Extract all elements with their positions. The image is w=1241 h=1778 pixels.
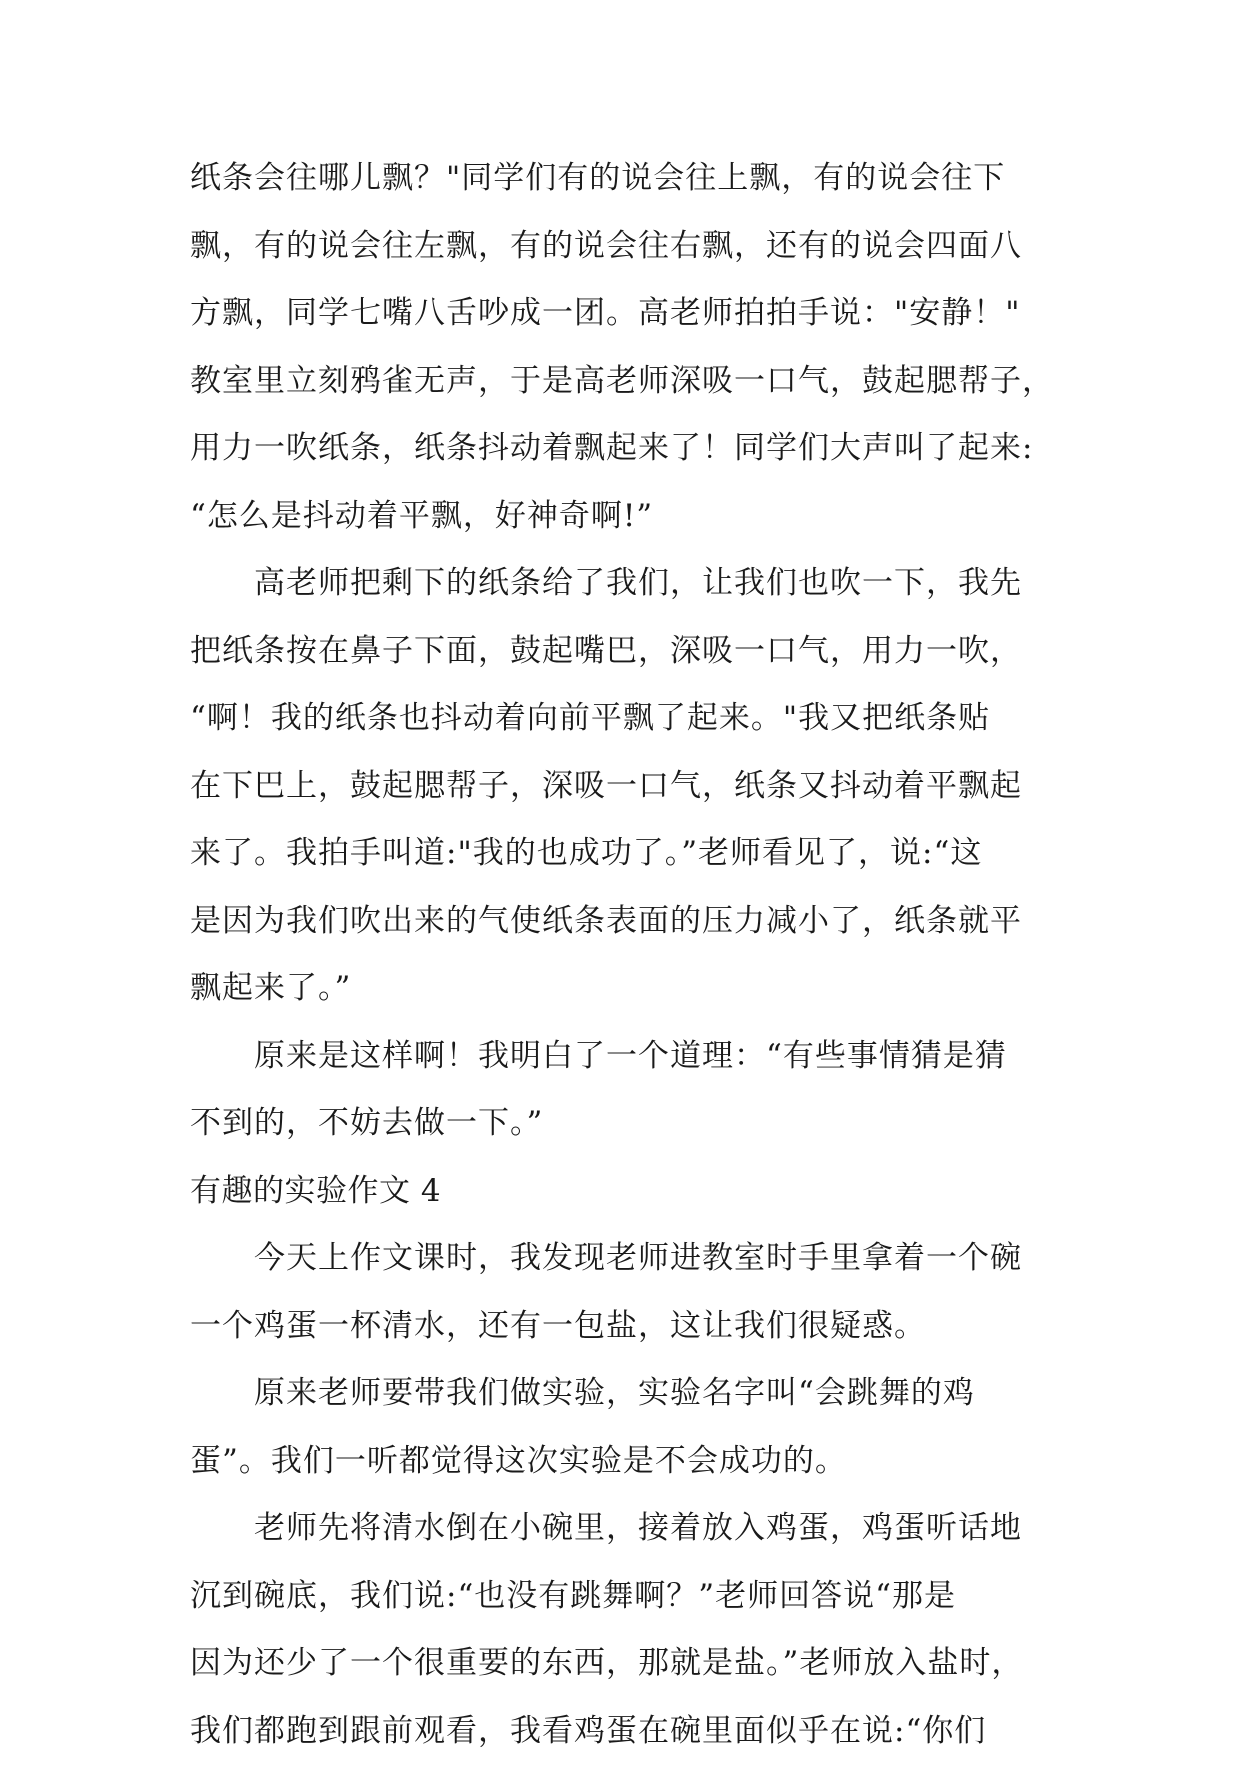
paragraph-first-line: 高老师把剩下的纸条给了我们，让我们也吹一下，我先 bbox=[190, 563, 1050, 631]
text-line: 教室里立刻鸦雀无声，于是高老师深吸一口气，鼓起腮帮子， bbox=[190, 361, 1050, 429]
text-line: 蛋”。我们一听都觉得这次实验是不会成功的。 bbox=[190, 1441, 1050, 1509]
text-line: 把纸条按在鼻子下面，鼓起嘴巴，深吸一口气，用力一吹， bbox=[190, 631, 1050, 699]
text-line: 沉到碗底，我们说:“也没有跳舞啊？”老师回答说“那是 bbox=[190, 1576, 1050, 1644]
text-line: 因为还少了一个很重要的东西，那就是盐。”老师放入盐时， bbox=[190, 1643, 1050, 1711]
paragraph-first-line: 今天上作文课时，我发现老师进教室时手里拿着一个碗 bbox=[190, 1238, 1050, 1306]
text-line: 我们都跑到跟前观看，我看鸡蛋在碗里面似乎在说:“你们 bbox=[190, 1711, 1050, 1778]
text-line: 在下巴上，鼓起腮帮子，深吸一口气，纸条又抖动着平飘起 bbox=[190, 766, 1050, 834]
paragraph-first-line: 老师先将清水倒在小碗里，接着放入鸡蛋，鸡蛋听话地 bbox=[190, 1508, 1050, 1576]
paragraph-first-line: 原来老师要带我们做实验，实验名字叫“会跳舞的鸡 bbox=[190, 1373, 1050, 1441]
section-heading: 有趣的实验作文 4 bbox=[190, 1171, 1050, 1239]
essay-body bbox=[190, 158, 1050, 1778]
text-line: 不到的，不妨去做一下。” bbox=[190, 1103, 1050, 1171]
text-line: 是因为我们吹出来的气使纸条表面的压力减小了，纸条就平 bbox=[190, 901, 1050, 969]
text-line: 飘，有的说会往左飘，有的说会往右飘，还有的说会四面八 bbox=[190, 226, 1050, 294]
text-line: “啊！我的纸条也抖动着向前平飘了起来。"我又把纸条贴 bbox=[190, 698, 1050, 766]
text-line: 用力一吹纸条，纸条抖动着飘起来了！同学们大声叫了起来: bbox=[190, 428, 1050, 496]
text-line: 一个鸡蛋一杯清水，还有一包盐，这让我们很疑惑。 bbox=[190, 1306, 1050, 1374]
text-line: 来了。我拍手叫道:"我的也成功了。”老师看见了，说:“这 bbox=[190, 833, 1050, 901]
text-line: 飘起来了。” bbox=[190, 968, 1050, 1036]
text-line: 纸条会往哪儿飘？"同学们有的说会往上飘，有的说会往下 bbox=[190, 158, 1050, 226]
text-line: “怎么是抖动着平飘，好神奇啊!” bbox=[190, 496, 1050, 564]
text-line: 方飘，同学七嘴八舌吵成一团。高老师拍拍手说："安静！" bbox=[190, 293, 1050, 361]
paragraph-first-line: 原来是这样啊！我明白了一个道理：“有些事情猜是猜 bbox=[190, 1036, 1050, 1104]
